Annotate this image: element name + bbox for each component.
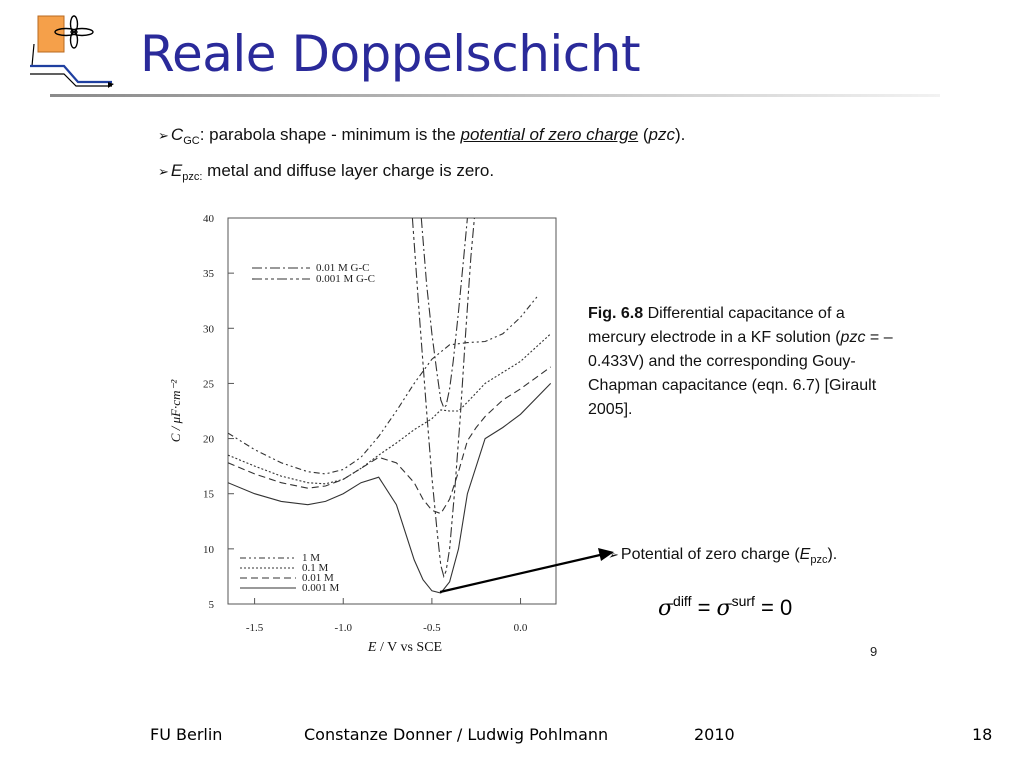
footer-institution: FU Berlin <box>150 725 223 744</box>
legend-label: 0.01 M <box>302 572 334 584</box>
plot-frame <box>228 218 556 604</box>
arrowhead-bullet-icon: ➢ <box>158 128 169 143</box>
y-tick-label: 10 <box>203 543 214 556</box>
legend-label: 0.001 M <box>302 582 340 594</box>
x-axis-unit: / V vs SCE <box>376 640 443 655</box>
series-line-1-m <box>228 295 538 474</box>
bullet-text: ). <box>675 125 686 144</box>
bullet-symbol: E <box>170 161 183 180</box>
series-line-0-01-m-g-c <box>421 218 467 408</box>
y-axis <box>203 213 234 611</box>
footer-slide-number: 18 <box>972 725 993 744</box>
equals: = <box>691 595 717 620</box>
footer-year: 2010 <box>694 725 735 744</box>
series-line-0-001-m-g-c <box>412 218 474 576</box>
sup-diff: diff <box>673 593 692 609</box>
caption-label: Fig. 6.8 <box>588 305 644 322</box>
series-layer <box>228 218 551 593</box>
sigma-symbol: σ <box>658 596 674 621</box>
x-axis-symbol: E <box>367 640 377 655</box>
pzc-note-text: Potential of zero charge ( <box>620 546 800 563</box>
legend-gouy-chapman <box>252 262 375 285</box>
pzc-pointer-arrow <box>440 555 600 592</box>
pzc-note-text: ). <box>827 546 838 563</box>
y-axis-label: C / μF·cm⁻² <box>168 379 183 443</box>
x-tick-label: 0.0 <box>513 622 528 634</box>
x-tick-label: -0.5 <box>423 622 441 634</box>
pzc-annotation <box>608 543 837 572</box>
legend-measured <box>240 552 340 594</box>
legend-label: 1 M <box>302 552 321 564</box>
bullet-text: ( <box>638 125 649 144</box>
figure-caption <box>588 302 898 422</box>
series-line-0-001-m <box>228 383 551 593</box>
y-tick-label: 20 <box>203 433 214 446</box>
caption-text: Differential capacitance of a mercury electrode in a KF solution ( <box>588 305 845 346</box>
x-axis <box>246 598 528 634</box>
caption-text: = –0.433V) and the corresponding Gouy-Chapman capacitance (eqn. 6.7) [Girault 2005]. <box>588 329 893 418</box>
y-tick-label: 25 <box>203 378 214 391</box>
footer-authors: Constanze Donner / Ludwig Pohlmann <box>304 725 609 744</box>
pzc-note-subscript: pzc <box>810 554 828 566</box>
y-tick-label: 40 <box>203 213 214 225</box>
pzc-term: potential of zero charge <box>460 125 639 144</box>
equation-rhs: = 0 <box>754 595 793 620</box>
bullet-text: : parabola shape - minimum is the <box>199 125 461 144</box>
arrowhead-bullet-icon: ➢ <box>158 164 169 179</box>
bullet-subscript: GC <box>183 135 200 147</box>
y-tick-label: 35 <box>203 268 214 281</box>
x-tick-label: -1.5 <box>245 622 264 634</box>
y-tick-label: 30 <box>203 323 214 336</box>
arrowhead-bullet-icon: ➢ <box>608 547 619 562</box>
legend-label: 0.01 M G-C <box>316 262 370 274</box>
caption-pzc: pzc <box>840 329 866 346</box>
series-line-0-01-m <box>228 367 551 514</box>
pzc-note-symbol: E <box>799 546 811 563</box>
slide-title: Reale Doppelschicht <box>140 25 641 83</box>
bullet-text: metal and diffuse layer charge is zero. <box>202 161 495 180</box>
legend-label: 0.001 M G-C <box>316 273 375 285</box>
charge-equation <box>658 586 792 624</box>
series-line-0-1-m <box>228 334 551 484</box>
sigma-symbol: σ <box>716 596 732 621</box>
y-tick-label: 5 <box>208 599 214 611</box>
x-tick-label: -1.0 <box>334 622 352 634</box>
book-page-number: 9 <box>870 644 878 659</box>
bullet-subscript: pzc: <box>182 171 203 183</box>
bullet-symbol: C <box>170 125 184 144</box>
x-axis-label <box>367 640 442 655</box>
y-tick-label: 15 <box>203 488 214 501</box>
sup-surf: surf <box>731 593 755 609</box>
pzc-abbrev: pzc <box>648 125 676 144</box>
legend-label: 0.1 M <box>302 562 329 574</box>
